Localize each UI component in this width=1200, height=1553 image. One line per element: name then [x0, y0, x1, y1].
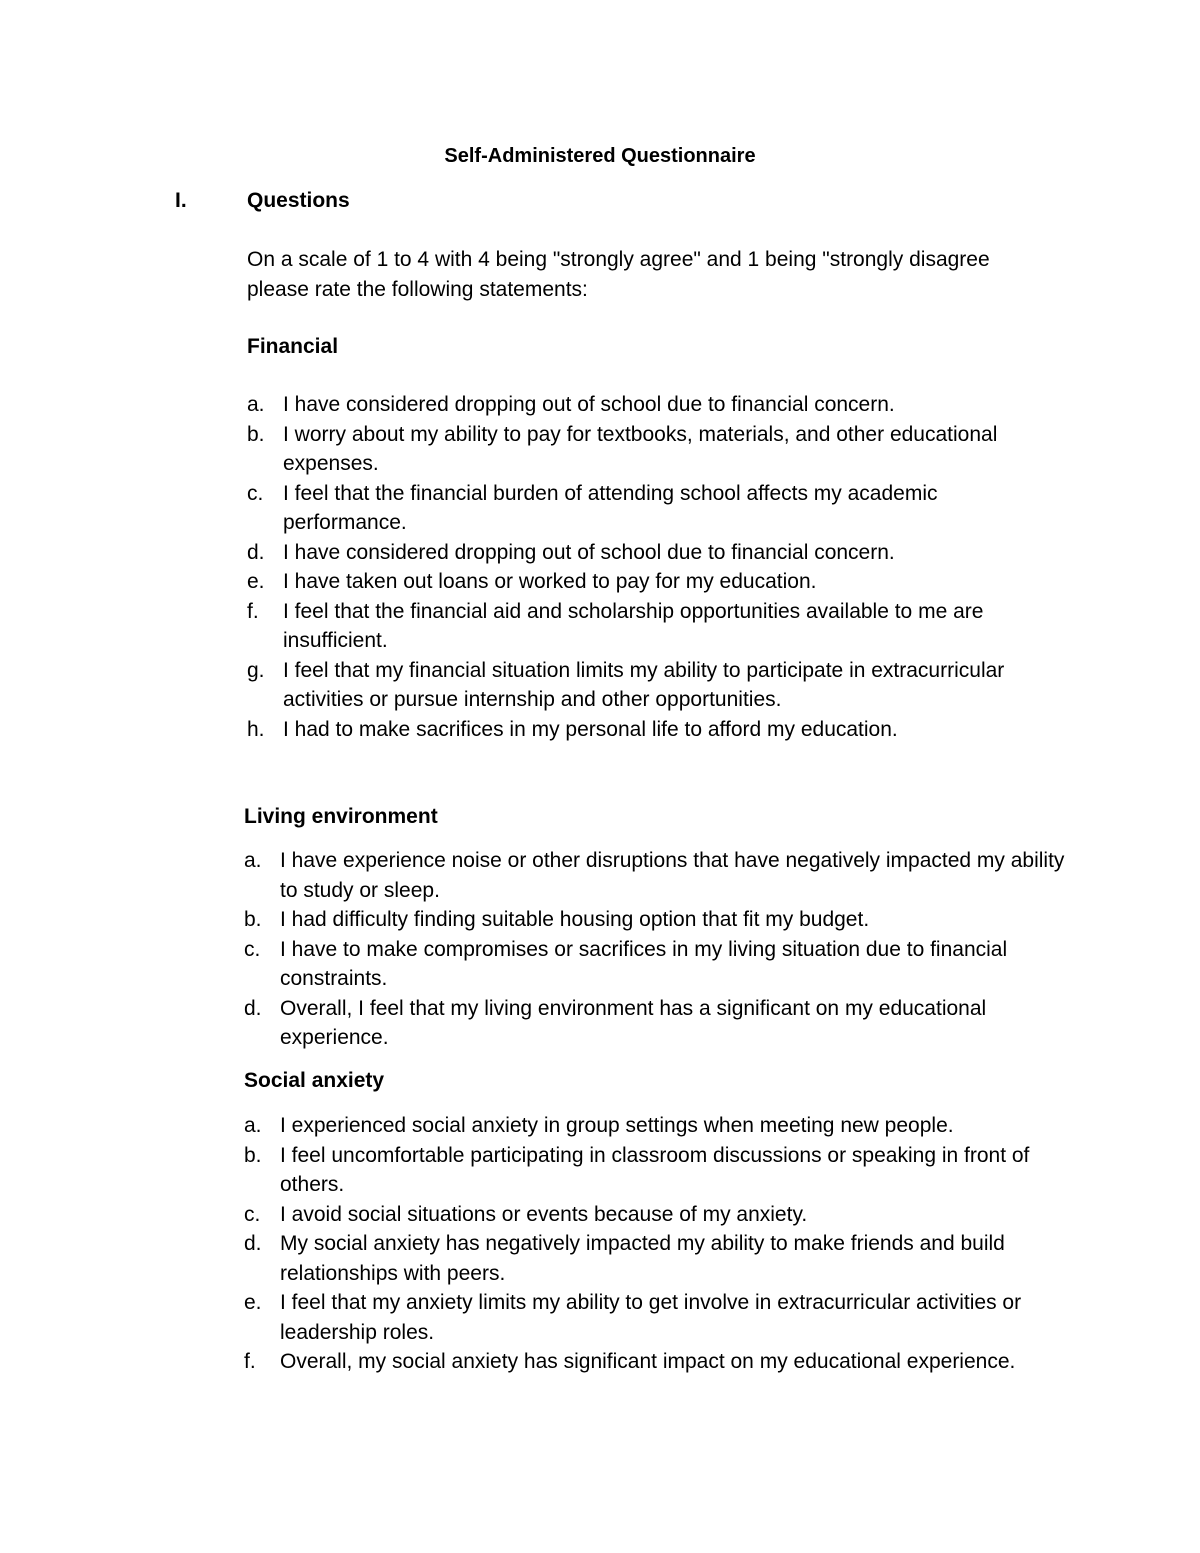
statement-text: I have taken out loans or worked to pay for my education. — [283, 570, 817, 593]
list-marker: e. — [247, 570, 265, 593]
list-item — [247, 420, 1047, 479]
living-environment-heading: Living environment — [244, 805, 438, 828]
statement-text: Overall, my social anxiety has significant impact on my educational experience. — [280, 1350, 1016, 1373]
list-item — [244, 905, 1074, 935]
list-item — [247, 479, 1047, 538]
list-item — [244, 1288, 1074, 1347]
list-marker: c. — [244, 1202, 261, 1226]
statement-text: I have considered dropping out of school due to financial concern. — [283, 540, 895, 564]
list-marker: a. — [244, 849, 262, 872]
list-marker: g. — [247, 658, 265, 682]
statement-text: I have considered dropping out of school due to financial concern. — [283, 393, 895, 416]
list-marker: c. — [244, 937, 261, 961]
statement-text: I feel that my financial situation limits my ability to participate in extracurricular activities or pursue internship and other opportunities. — [283, 658, 1005, 711]
statement-text: I feel uncomfortable participating in classroom discussions or speaking in front of others. — [280, 1143, 1030, 1196]
list-item — [244, 994, 1074, 1053]
list-marker: e. — [244, 1291, 262, 1314]
statement-text: I worry about my ability to pay for textbooks, materials, and other educational expenses. — [283, 422, 998, 475]
statement-text: Overall, I feel that my living environment has a significant on my educational experience. — [280, 996, 987, 1049]
list-marker: b. — [247, 422, 265, 446]
statement-text: I had to make sacrifices in my personal life to afford my education. — [283, 717, 898, 741]
section-title: Questions — [247, 189, 350, 212]
statement-text: I have to make compromises or sacrifices in my living situation due to financial constraints. — [280, 937, 1008, 990]
list-item — [244, 935, 1074, 994]
section-number: I. — [175, 189, 187, 212]
list-marker: f. — [247, 599, 259, 623]
statement-text: I feel that my anxiety limits my ability to get involve in extracurricular activities or leadership roles. — [280, 1291, 1022, 1344]
statement-text: I avoid social situations or events because of my anxiety. — [280, 1202, 808, 1226]
list-marker: a. — [247, 393, 265, 416]
list-item — [247, 597, 1047, 656]
list-marker: b. — [244, 1143, 262, 1167]
statement-text: I feel that the financial aid and scholarship opportunities available to me are insufficient. — [283, 599, 984, 652]
document-title: Self-Administered Questionnaire — [444, 145, 756, 167]
list-marker: f. — [244, 1350, 256, 1373]
list-marker: d. — [244, 1232, 262, 1255]
statement-text: I feel that the financial burden of attending school affects my academic performance. — [283, 481, 938, 534]
list-item — [244, 846, 1074, 905]
list-item — [247, 390, 1047, 420]
list-item — [244, 1347, 1074, 1377]
statement-text: I have experience noise or other disruptions that have negatively impacted my ability to study or sleep. — [280, 849, 1065, 902]
living-environment-list — [244, 846, 1074, 1053]
statement-text: My social anxiety has negatively impacted my ability to make friends and build relationships with peers. — [280, 1232, 1005, 1285]
social-anxiety-list — [244, 1111, 1074, 1377]
social-anxiety-heading: Social anxiety — [244, 1069, 385, 1092]
list-marker: d. — [247, 540, 265, 564]
list-marker: a. — [244, 1114, 262, 1137]
instructions-paragraph: On a scale of 1 to 4 with 4 being "strongly agree" and 1 being "strongly disagree please rate the following statements: — [247, 248, 990, 301]
list-marker: h. — [247, 717, 265, 741]
list-marker: c. — [247, 481, 264, 505]
list-item — [247, 538, 1047, 568]
list-item — [244, 1141, 1074, 1200]
list-item — [244, 1229, 1074, 1288]
list-marker: d. — [244, 996, 262, 1020]
list-item — [244, 1111, 1074, 1141]
financial-list — [247, 390, 1047, 744]
financial-heading: Financial — [247, 335, 339, 358]
list-item — [247, 567, 1047, 597]
statement-text: I had difficulty finding suitable housing option that fit my budget. — [280, 908, 870, 931]
list-item — [244, 1200, 1074, 1230]
statement-text: I experienced social anxiety in group settings when meeting new people. — [280, 1114, 954, 1137]
list-item — [247, 715, 1047, 745]
list-item — [247, 656, 1047, 715]
list-marker: b. — [244, 908, 262, 931]
